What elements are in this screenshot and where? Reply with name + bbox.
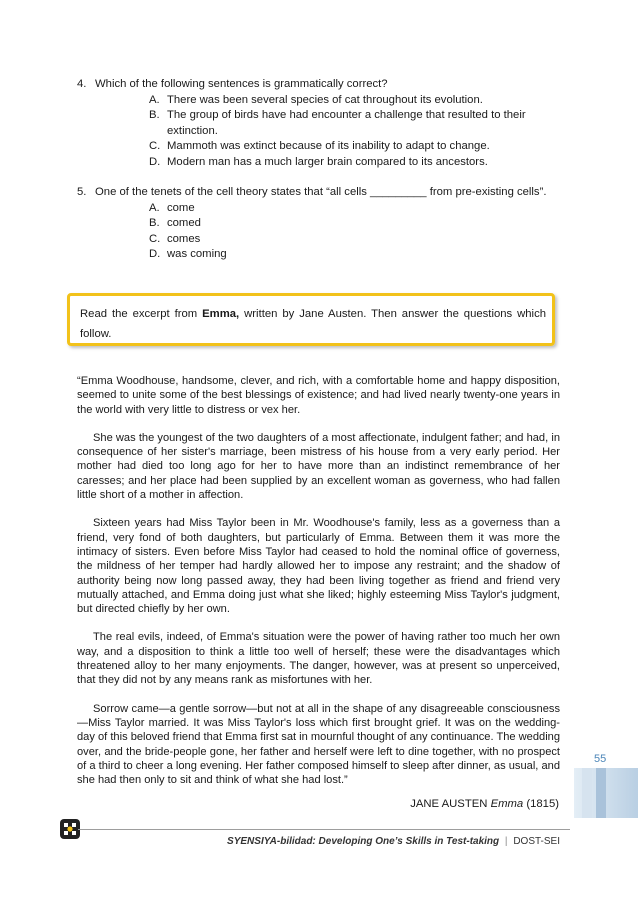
question-text: One of the tenets of the cell theory states that “all cells _________ from pre-existing cells”. — [95, 186, 547, 198]
question-4-stem — [77, 77, 565, 93]
attribution-author: JANE AUSTEN — [410, 798, 488, 810]
option-d — [149, 155, 565, 171]
option-c — [149, 139, 565, 155]
attribution-year: (1815) — [526, 798, 559, 810]
option-letter: A. — [149, 93, 160, 106]
option-text: The group of birds have had encounter a challenge that resulted to their extinction. — [167, 109, 526, 137]
option-text: Mammoth was extinct because of its inability to adapt to change. — [167, 140, 490, 152]
option-b — [149, 216, 565, 232]
option-letter: A. — [149, 201, 160, 214]
options-list — [149, 201, 565, 263]
instruction-box — [67, 293, 555, 346]
option-text: Modern man has a much larger brain compared to its ancestors. — [167, 155, 488, 168]
option-letter: B. — [149, 109, 160, 121]
option-text: comed — [167, 217, 201, 229]
option-letter: C. — [149, 140, 161, 152]
excerpt-paragraph: “Emma Woodhouse, handsome, clever, and rich, with a comfortable home and happy disposition, seemed to unite some of the best blessings of existence; and had lived nearly twenty-one years in the world with very little to distress or vex her. — [77, 375, 560, 416]
instruction-title: Emma, — [202, 308, 240, 320]
footer-org: DOST-SEI — [513, 836, 560, 847]
option-letter: D. — [149, 248, 161, 260]
footer-separator: | — [504, 836, 508, 847]
option-letter: D. — [149, 155, 161, 168]
option-letter: B. — [149, 217, 160, 229]
excerpt-paragraph: Sixteen years had Miss Taylor been in Mr. Woodhouse's family, less as a governess than a friend, very fond of both daughters, but particularly of Emma. Between them it was more the intimacy of sisters. Even before Miss Taylor had ceased to hold the nominal office of governess, the mildness of her temper had hardly allowed her to impose any restraint; and the shadow of authority being now long passed away, they had been living together as friend and friend very mutually attached, and Emma doing just what she liked; highly esteeming Miss Taylor's judgment, but directed chiefly by her own. — [77, 517, 560, 616]
option-letter: C. — [149, 232, 161, 245]
excerpt-paragraph: Sorrow came—a gentle sorrow—but not at all in the shape of any disagreeable consciousness—Miss Taylor married. It was Miss Taylor's loss which first brought grief. It was on the wedding-day of this beloved friend that Emma first sat in mournful thought of any continuance. The wedding over, and the bride-people gone, her father and herself were left to dine together, with no prospect of a third to cheer a long evening. Her father composed himself to sleep after dinner, as usual, and she had then only to sit and think of what she had lost.” — [77, 702, 560, 787]
option-text: There was been several species of cat throughout its evolution. — [167, 93, 483, 106]
question-number: 4. — [77, 78, 87, 90]
excerpt — [77, 374, 560, 801]
options-list — [149, 93, 565, 171]
question-text: Which of the following sentences is grammatically correct? — [95, 78, 388, 90]
option-text: was coming — [167, 248, 227, 260]
instruction-text-before: Read the excerpt from — [80, 308, 203, 320]
option-d — [149, 247, 565, 263]
footer — [227, 836, 560, 847]
question-number: 5. — [77, 186, 87, 198]
question-4 — [77, 77, 565, 170]
excerpt-paragraph: She was the youngest of the two daughters of a most affectionate, indulgent father; and had, in consequence of her sister's marriage, been mistress of his house from a very early period. Her mother had died too long ago for her to have more than an indistinct remembrance of her caresses; and her place had been supplied by an excellent woman as governess, who had fallen little short of a mother in affection. — [77, 431, 560, 502]
option-b — [149, 108, 565, 139]
question-5 — [77, 185, 565, 263]
excerpt-paragraph: The real evils, indeed, of Emma's situation were the power of having rather too much her own way, and a disposition to think a little too well of herself; these were the disadvantages which threatened alloy to her many enjoyments. The danger, however, was at present so unperceived, that they did not by any means rank as misfortunes with her. — [77, 631, 560, 687]
footer-divider — [78, 829, 570, 830]
attribution — [410, 798, 559, 810]
option-text: comes — [167, 232, 201, 245]
option-a — [149, 201, 565, 217]
attribution-work: Emma — [490, 798, 524, 810]
footer-title: SYENSIYA-bilidad: Developing One’s Skills in Test-taking — [227, 836, 500, 847]
page-tab-decoration — [574, 768, 638, 818]
option-a — [149, 93, 565, 109]
option-text: come — [167, 201, 195, 214]
question-5-stem — [77, 185, 565, 201]
instruction-text-after: written by Jane Austen. Then answer the questions which follow. — [80, 308, 546, 340]
page-number: 55 — [594, 753, 607, 765]
option-c — [149, 232, 565, 248]
